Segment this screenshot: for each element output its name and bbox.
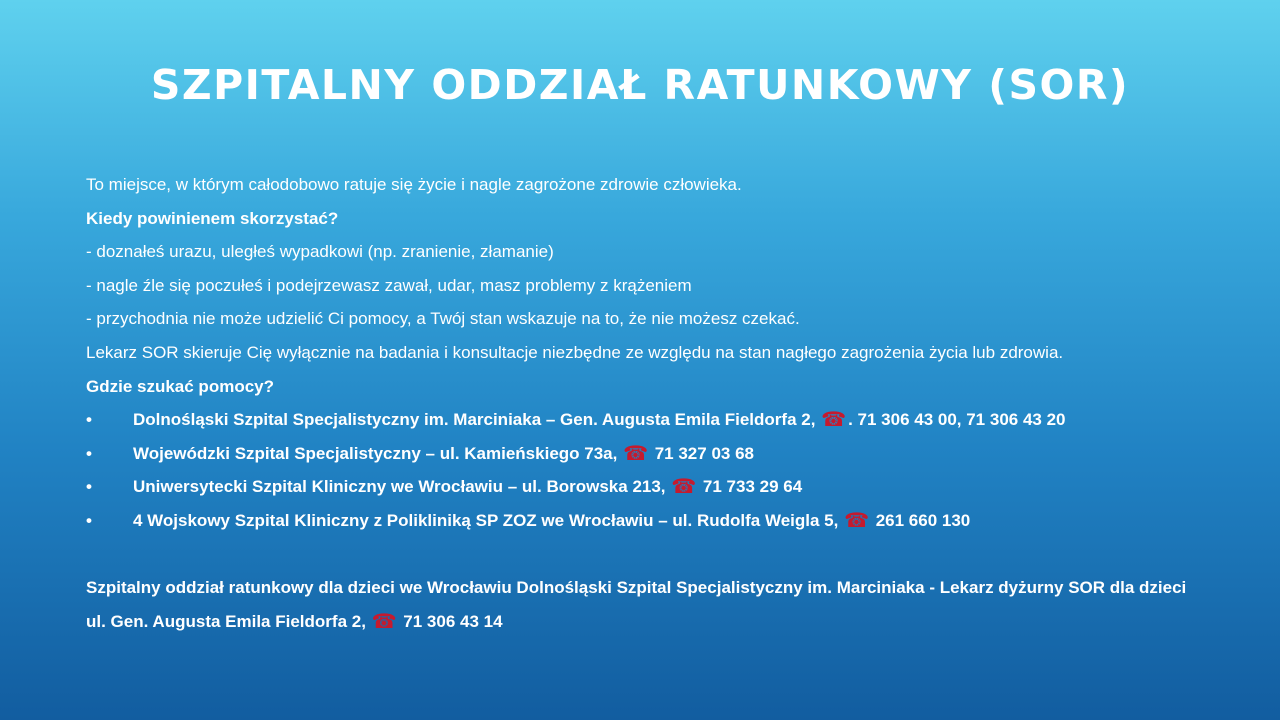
paragraph-spacer	[86, 538, 1206, 572]
hospital-item	[86, 437, 1206, 471]
bullet-icon: •	[86, 410, 92, 430]
referral-text: Lekarz SOR skieruje Cię wyłącznie na badania i konsultacje niezbędne ze względu na stan nagłego zagrożenia życia lub zdrowia.	[86, 342, 1064, 362]
hospital-name: Uniwersytecki Szpital Kliniczny we Wrocławiu – ul. Borowska 213,	[133, 477, 671, 497]
hospital-item	[86, 504, 1206, 538]
hospital-phone: 71 327 03 68	[650, 443, 754, 463]
phone-icon: ☎	[821, 407, 847, 432]
hospital-phone: 71 733 29 64	[698, 477, 803, 497]
hospital-name: 4 Wojskowy Szpital Kliniczny z Polikliniką SP ZOZ we Wrocławiu – ul. Rudolfa Weigla 5,	[133, 510, 844, 530]
when-item: - doznałeś urazu, uległeś wypadkowi (np. zranienie, złamanie)	[86, 242, 554, 262]
hospital-item	[86, 470, 1206, 504]
slide-title: SZPITALNY ODDZIAŁ RATUNKOWY (SOR)	[150, 61, 1130, 109]
children-sor-info	[86, 571, 1206, 638]
children-sor-text: Szpitalny oddział ratunkowy dla dzieci we Wrocławiu Dolnośląski Szpital Specjalistyczny im. Marciniaka - Lekarz dyżurny SOR dla dzieci ul. Gen. Augusta Emila Fieldorfa 2,	[86, 578, 1187, 631]
hospital-name: Dolnośląski Szpital Specjalistyczny im. Marciniaka – Gen. Augusta Emila Fieldorfa 2,	[133, 410, 821, 430]
intro-text: To miejsce, w którym całodobowo ratuje się życie i nagle zagrożone zdrowie człowieka.	[86, 175, 742, 194]
phone-icon: ☎	[671, 474, 697, 499]
phone-icon: ☎	[844, 507, 869, 532]
when-heading: Kiedy powinienem skorzystać?	[86, 208, 339, 228]
when-item: - nagle źle się poczułeś i podejrzewasz zawał, udar, masz problemy z krążeniem	[86, 275, 692, 295]
bullet-icon: •	[86, 510, 92, 530]
phone-icon: ☎	[623, 440, 648, 465]
hospital-item	[86, 403, 1206, 437]
when-item: - przychodnia nie może udzielić Ci pomocy, a Twój stan wskazuje na to, że nie możesz czekać.	[86, 309, 800, 329]
children-sor-phone: 71 306 43 14	[398, 611, 503, 631]
phone-icon: ☎	[371, 608, 397, 633]
hospital-phone: 261 660 130	[871, 510, 971, 530]
where-heading: Gdzie szukać pomocy?	[86, 376, 274, 396]
hospital-phone: . 71 306 43 00, 71 306 43 20	[848, 410, 1066, 430]
bullet-icon: •	[86, 443, 92, 463]
slide-content	[86, 168, 1206, 638]
bullet-icon: •	[86, 477, 92, 497]
hospital-name: Wojewódzki Szpital Specjalistyczny – ul. Kamieńskiego 73a,	[133, 443, 623, 463]
